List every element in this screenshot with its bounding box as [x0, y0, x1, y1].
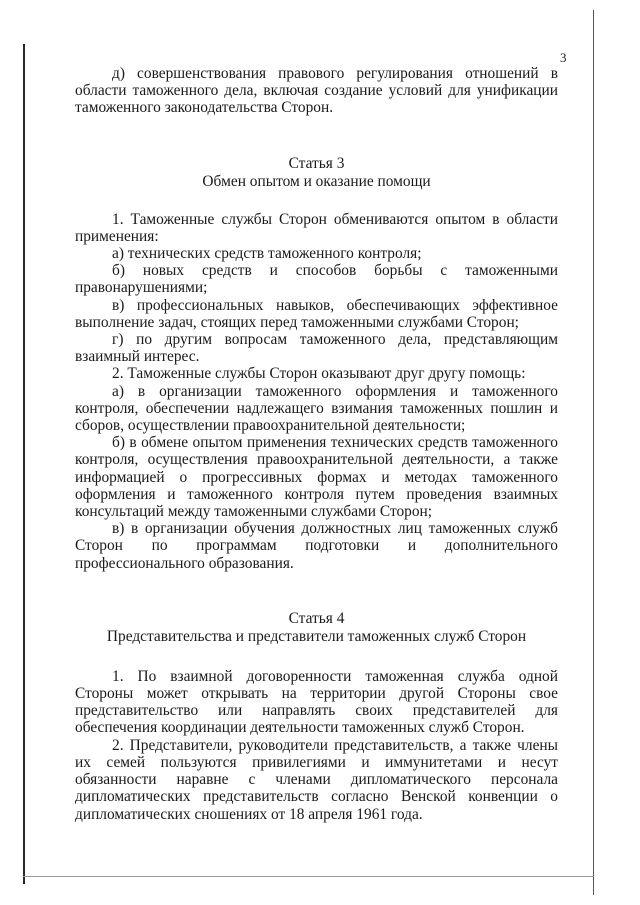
article-4-number: Статья 4: [288, 609, 345, 627]
page-number: 3: [560, 50, 567, 65]
paragraph-d: д) совершенствования правового регулирования отношений в области таможенного дела, включая создание условий для унификации таможенного законодательства Сторон.: [75, 65, 558, 117]
article-3-paragraph: в) профессиональных навыков, обеспечивающих эффективное выполнение задач, стоящих перед таможенными службами Сторон;: [75, 296, 558, 331]
article-4: [75, 610, 558, 823]
page-border-bottom: [23, 876, 594, 877]
article-4-paragraph: 2. Представители, руководители представительств, а также члены их семей пользуются привилегиями и иммунитетами и несут обязанности наравне с членами дипломатического персонала дипломатических представительств согласно Венской конвенции о дипломатических сношениях от 18 апреля 1961 года.: [75, 736, 558, 823]
page-border-left: [23, 44, 25, 884]
article-3-paragraph: г) по другим вопросам таможенного дела, представляющим взаимный интерес.: [75, 331, 558, 366]
article-3-paragraph: в) в организации обучения должностных лиц таможенных служб Сторон по программам подготовки и дополнительного профессионального образования.: [75, 520, 558, 572]
article-3-paragraph: б) новых средств и способов борьбы с таможенными правонарушениями;: [75, 262, 558, 297]
article-3-paragraph: 1. Таможенные службы Сторон обмениваются опытом в области применения:: [75, 210, 558, 245]
article-4-paragraph: 1. По взаимной договоренности таможенная служба одной Стороны может открывать на территории другой Стороны свое представительство или направлять своих представителей для обеспечения координации деятельности таможенных служб Сторон.: [75, 667, 558, 737]
article-3-paragraph: б) в обмене опытом применения технических средств таможенного контроля, осуществления правоохранительной деятельности, а также информацией о прогрессивных формах и методах таможенного оформления и таможенного контроля путем проведения взаимных консультаций между таможенными службами Сторон;: [75, 434, 558, 521]
page-border-right: [593, 10, 594, 895]
article-3: [75, 155, 558, 572]
article-3-paragraph: 2. Таможенные службы Сторон оказывают друг другу помощь:: [112, 365, 526, 383]
article-3-paragraph: а) технических средств таможенного контроля;: [112, 245, 422, 263]
article-3-title: Обмен опытом и оказание помощи: [202, 172, 431, 190]
article-4-title: Представительства и представители таможенных служб Сторон: [106, 627, 527, 645]
document-body: [75, 65, 558, 823]
article-3-paragraph: а) в организации таможенного оформления и таможенного контроля, обеспечении надлежащего взимания таможенных пошлин и сборов, осуществлении правоохранительной деятельности;: [75, 382, 558, 435]
article-3-number: Статья 3: [288, 154, 345, 172]
